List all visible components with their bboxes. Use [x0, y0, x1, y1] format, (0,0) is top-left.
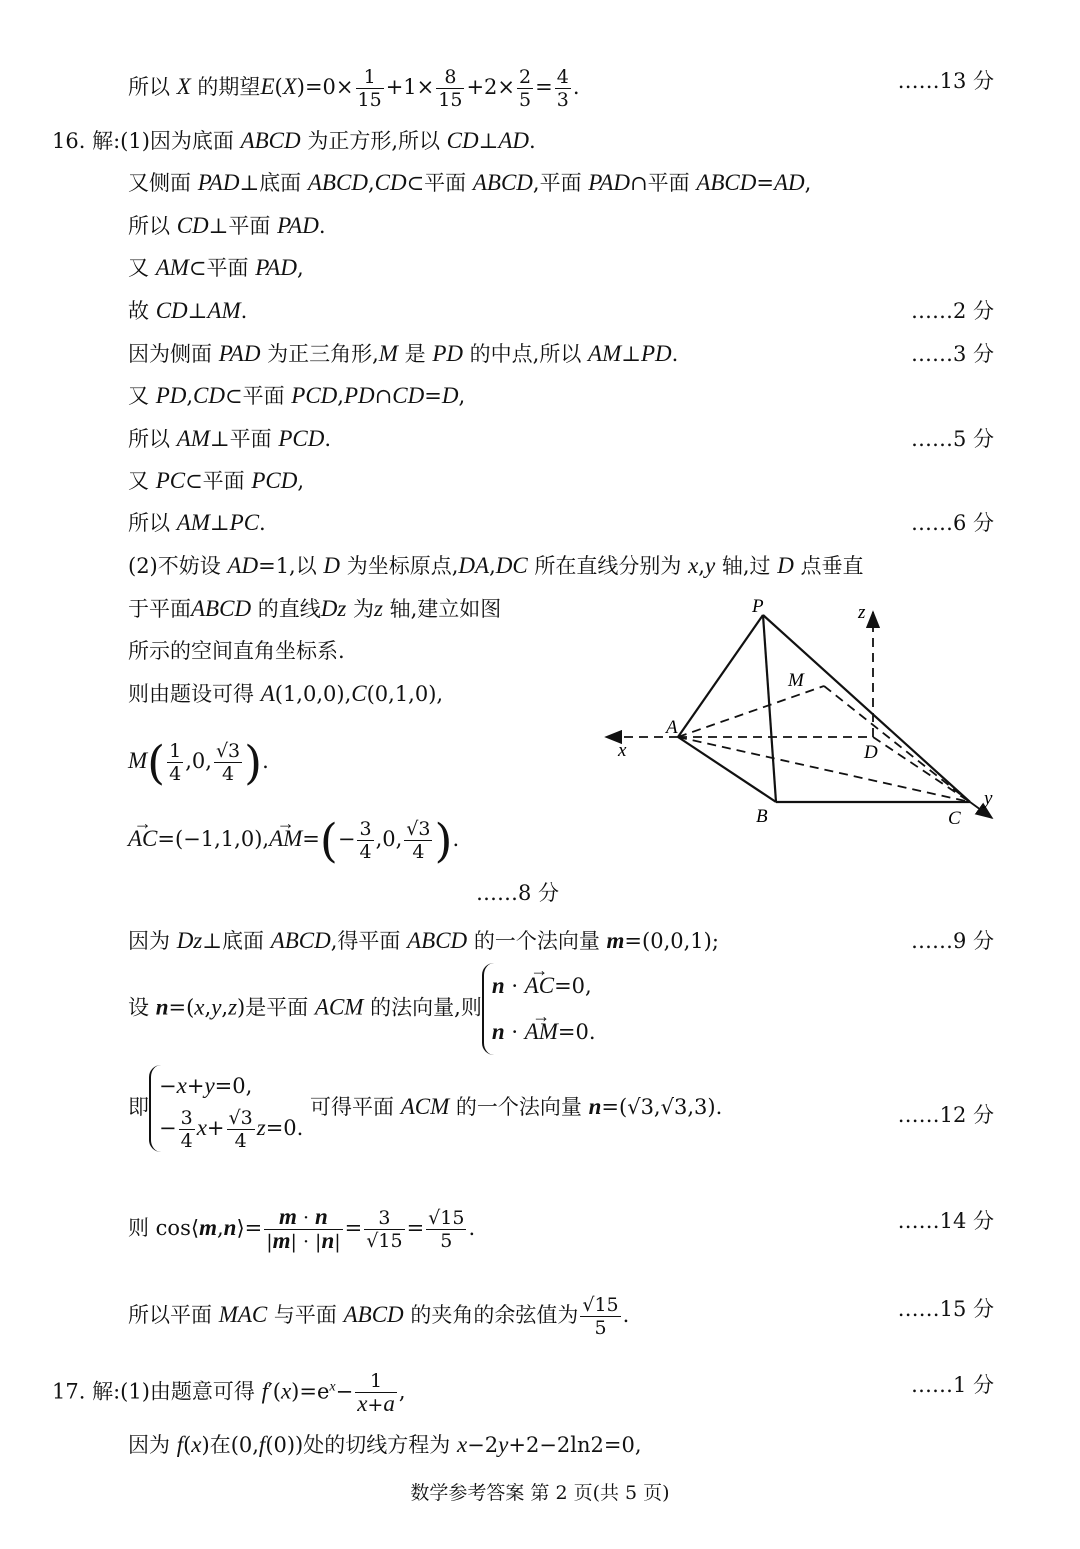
line-17: → AC=(−1,1,0),→ AM=(− $\frac{3}{4}$ ,0, $\frac{√3}{4}$ ).	[128, 818, 459, 863]
label-z: z	[858, 602, 866, 623]
score-12: ……12 分	[897, 1103, 994, 1127]
score-6: ……6 分	[910, 511, 994, 535]
page-footer: 数学参考答案 第 2 页(共 5 页)	[410, 1482, 670, 1504]
line-22: 所以平面 MAC 与平面 ABCD 的夹角的余弦值为 $\frac{√15}{5}$ .	[128, 1294, 630, 1339]
score-3: ……3 分	[910, 342, 994, 366]
score-2: ……2 分	[910, 299, 994, 323]
label-P: P	[752, 596, 764, 617]
label-B: B	[756, 806, 768, 827]
score-9: ……9 分	[910, 929, 994, 953]
line-16: M( $\frac{1}{4}$ ,0, $\frac{√3}{4}$ ).	[128, 735, 269, 790]
score-5: ……5 分	[910, 427, 994, 451]
problem-17-start: 17. 解:(1)由题意可得 $f'(x)=e^x-$ $\frac{1}{x+a}$ ,	[52, 1370, 406, 1416]
line-3: 又侧面 PAD⊥底面 ABCD,CD⊂平面 ABCD,平面 PAD∩平面 ABCD=AD,	[128, 170, 812, 195]
label-y: y	[984, 788, 993, 809]
label-D: D	[864, 742, 878, 763]
line-4: 所以 CD⊥平面 PAD.	[128, 213, 326, 238]
line-5: 又 AM⊂平面 PAD,	[128, 255, 304, 280]
expectation-line: 所以 X 的期望E(X)=0× $\frac{1}{15}$ +1× $\frac{8}{15}$ +2× $\frac{2}{5}$ = $\frac{4}{3}$ .	[128, 66, 580, 111]
line-15: 则由题设可得 A(1,0,0),C(0,1,0),	[128, 681, 444, 706]
score-8: ……8 分	[476, 881, 560, 905]
line-24: 因为 f(x)在(0,f(0))处的切线方程为 x−2y+2−2ln2=0,	[128, 1432, 642, 1457]
line-21: 则 cos⟨m,n⟩= $\frac{m \cdot n}{|m| \cdot |n|}$ = $\frac{3}{√15}$ = $\frac{√15}{5}$ .	[128, 1204, 476, 1253]
score-13: ……13 分	[897, 69, 994, 93]
problem-16-start: 16. 解:(1)因为底面 ABCD 为正方形,所以 CD⊥AD.	[52, 128, 536, 153]
line-12: (2)不妨设 AD=1,以 D 为坐标原点,DA,DC 所在直线分别为 x,y 轴,过 D 点垂直	[128, 553, 864, 578]
line-9: 所以 AM⊥平面 PCD.	[128, 426, 332, 451]
line-13: 于平面ABCD 的直线Dz 为z 轴,建立如图	[128, 596, 502, 621]
line-18: 因为 Dz⊥底面 ABCD,得平面 ABCD 的一个法向量 m=(0,0,1);	[128, 928, 719, 953]
score-15: ……15 分	[897, 1297, 994, 1321]
line-11: 所以 AM⊥PC.	[128, 510, 266, 535]
label-M: M	[788, 670, 804, 691]
score-1: ……1 分	[910, 1373, 994, 1397]
line-6: 故 CD⊥AM.	[128, 298, 248, 323]
label-C: C	[948, 808, 961, 829]
pyramid-figure	[596, 590, 1006, 830]
score-14: ……14 分	[897, 1209, 994, 1233]
line-20: 即 −x+y=0, − $\frac{3}{4}$ x+ $\frac{√3}{4}$ z=0. 可得平面 ACM 的一个法向量 n=(√3,√3,3).	[128, 1065, 722, 1152]
line-19: 设 n=(x,y,z)是平面 ACM 的法向量,则 n · → AC=0, n · → AM=0.	[128, 963, 596, 1055]
label-x: x	[618, 740, 627, 761]
line-14: 所示的空间直角坐标系.	[128, 639, 345, 663]
label-A: A	[666, 717, 678, 738]
line-10: 又 PC⊂平面 PCD,	[128, 468, 305, 493]
line-8: 又 PD,CD⊂平面 PCD,PD∩CD=D,	[128, 383, 466, 408]
line-7: 因为侧面 PAD 为正三角形,M 是 PD 的中点,所以 AM⊥PD.	[128, 341, 679, 366]
